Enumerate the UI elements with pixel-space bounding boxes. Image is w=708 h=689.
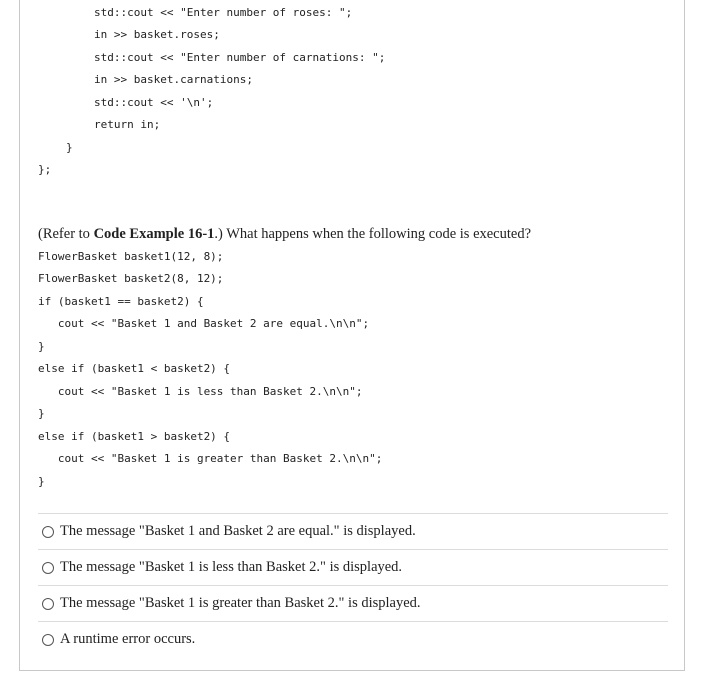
code-line: std::cout << "Enter number of carnations: ";: [94, 51, 386, 64]
code-line: return in;: [94, 118, 161, 131]
code-line: cout << "Basket 1 is greater than Basket 2.\n\n";: [38, 452, 383, 465]
question-prefix: (Refer to: [38, 226, 94, 242]
answer-choice-3[interactable]: [38, 585, 668, 621]
answer-choices: [38, 513, 668, 657]
code-line: }: [38, 340, 45, 353]
code-line: else if (basket1 > basket2) {: [38, 430, 231, 443]
radio-button[interactable]: [42, 634, 54, 646]
code-line: FlowerBasket basket2(8, 12);: [38, 272, 224, 285]
answer-label: The message "Basket 1 is less than Basket 2." is displayed.: [60, 559, 403, 575]
code-line: in >> basket.carnations;: [94, 73, 253, 86]
question-reference: Code Example 16-1: [93, 226, 215, 242]
question-text: [38, 226, 531, 243]
code-line: else if (basket1 < basket2) {: [38, 362, 231, 375]
code-line: cout << "Basket 1 and Basket 2 are equal.\n\n";: [38, 317, 370, 330]
answer-choice-2[interactable]: [38, 549, 668, 585]
code-line: }: [38, 475, 45, 488]
radio-button[interactable]: [42, 562, 54, 574]
code-line: if (basket1 == basket2) {: [38, 295, 204, 308]
code-line: cout << "Basket 1 is less than Basket 2.\n\n";: [38, 385, 363, 398]
code-line: FlowerBasket basket1(12, 8);: [38, 250, 224, 263]
answer-label: The message "Basket 1 is greater than Basket 2." is displayed.: [60, 595, 421, 611]
radio-button[interactable]: [42, 526, 54, 538]
code-line: }: [66, 141, 73, 154]
answer-label: A runtime error occurs.: [60, 631, 196, 647]
code-line: std::cout << '\n';: [94, 96, 214, 109]
answer-choice-4[interactable]: [38, 621, 668, 657]
code-line: }: [38, 407, 45, 420]
radio-button[interactable]: [42, 598, 54, 610]
code-line: std::cout << "Enter number of roses: ";: [94, 6, 353, 19]
answer-label: The message "Basket 1 and Basket 2 are equal." is displayed.: [60, 523, 416, 539]
question-suffix: .) What happens when the following code is executed?: [214, 226, 532, 242]
code-line: in >> basket.roses;: [94, 28, 220, 41]
code-line: };: [38, 163, 52, 176]
answer-choice-1[interactable]: [38, 513, 668, 549]
